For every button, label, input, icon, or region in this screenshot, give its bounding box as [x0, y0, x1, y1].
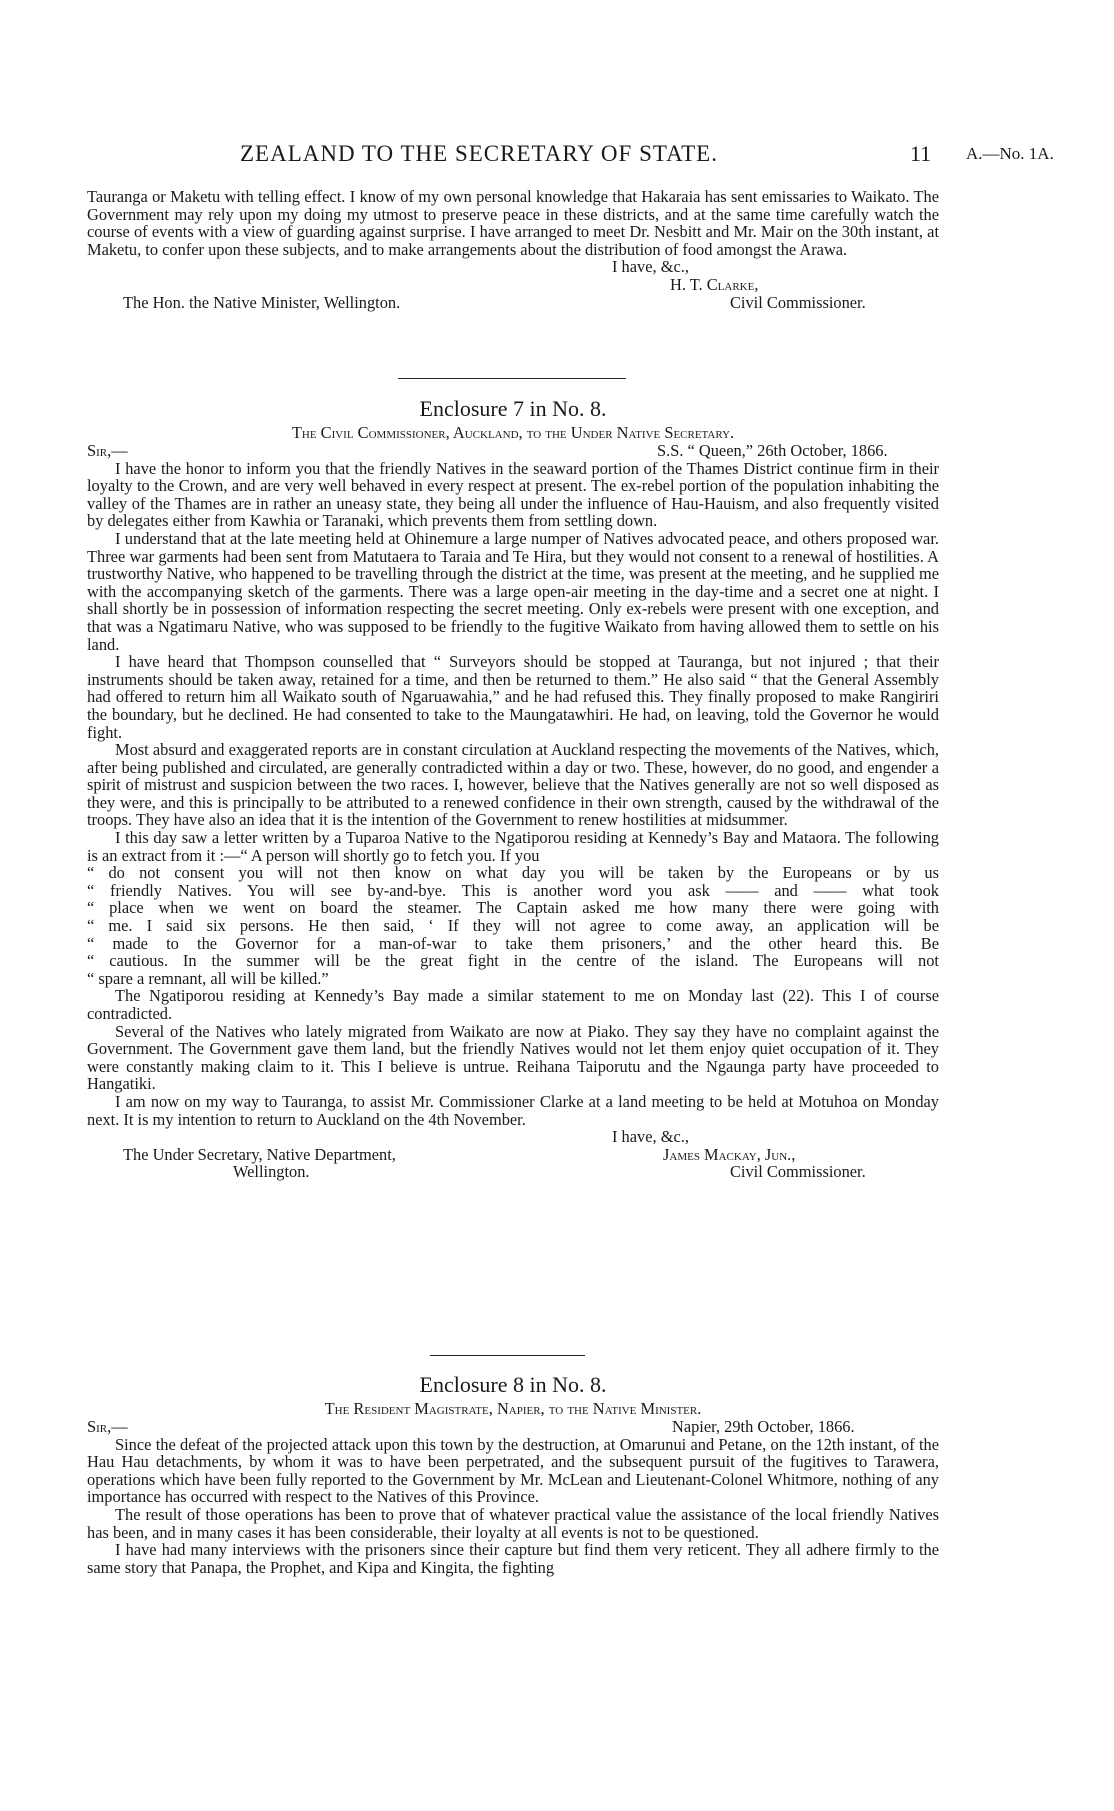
quote-line: “ do not consent you will not then know on what day you will be taken by the Europeans or by us [87, 863, 939, 883]
signature: H. T. Clarke, [670, 274, 759, 294]
divider [430, 1355, 585, 1356]
enclosure-subheading: The Civil Commissioner, Auckland, to the Under Native Secretary. [291, 423, 735, 442]
previous-letter [87, 188, 939, 311]
salutation: Sir,— [87, 1417, 128, 1436]
page-header [0, 141, 1114, 171]
signature-title: Civil Commissioner. [730, 292, 866, 312]
paragraph: Most absurd and exaggerated reports are in constant circulation at Auckland respecting the movements of the Natives, which, after being published and circulated, are generally contradicted within a day or two. These, however, do no good, and engender a spirit of mistrust and suspicion between the two races. I, however, believe that the Natives generally are not so well disposed as they were, and this is principally to be attributed to a renewed confidence in their own strength, caused by the withdrawal of the troops. They have also an idea that it is the intention of the Government to renew hostilities at midsummer. [87, 740, 939, 830]
enclosure-8 [87, 1372, 939, 1576]
paragraph: I this day saw a letter written by a Tuparoa Native to the Ngatiporou residing at Kennedy’s Bay and Mataora. The following is an extract from it :—“ A person will shortly go to fetch you. If you [87, 828, 939, 865]
enclosure-subheading: The Resident Magistrate, Napier, to the Native Minister. [324, 1399, 702, 1418]
addressee: The Under Secretary, Native Department, [123, 1144, 396, 1164]
quoted-extract [87, 864, 939, 987]
quote-line: “ spare a remnant, all will be killed.” [87, 968, 329, 988]
closing: I have, &c., [612, 257, 689, 277]
paragraph: Since the defeat of the projected attack upon this town by the destruction, at Omarunui and Petane, on the 12th instant, of the Hau Hau detachments, by whom it was to have been perpetrated, and the subsequent pursuit of the fugitives to Tarawera, operations which have been fully reported to the Government by Mr. McLean and Lieutenant-Colonel Whitmore, nothing of any importance has occurred with respect to the Natives of this Province. [87, 1434, 939, 1507]
quote-line: “ me. I said six persons. He then said, ‘ If they will not agree to come away, an application will be [87, 916, 939, 936]
page-number: 11 [910, 141, 932, 166]
signature: James Mackay, Jun., [663, 1144, 796, 1164]
enclosure-heading: Enclosure 8 in No. 8. [419, 1372, 607, 1397]
dateline: Napier, 29th October, 1866. [672, 1417, 855, 1436]
quote-line: “ friendly Natives. You will see by-and-bye. This is another word you ask —— and —— what took [87, 880, 939, 900]
paragraph: I understand that at the late meeting held at Ohinemure a large numper of Natives advocated peace, and others proposed war. Three war garments had been sent from Matutaera to Taraia and Te Hira, but they would not consent to a renewal of hostilities. A trustworthy Native, who happened to be travelling through the district at the time, was present at the meeting, and he supplied me with the accompanying sketch of the garments. There was a large open-air meeting in the day-time and a secret one at night. I shall shortly be in possession of information respecting the secret meeting. Only ex-rebels were present with one exception, and that was a Ngatimaru Native, who was supposed to be friendly to the fugitive Waikato from having allowed them to settle on his land. [87, 528, 939, 654]
salutation: Sir,— [87, 441, 128, 460]
signature-title: Civil Commissioner. [730, 1162, 866, 1182]
closing: I have, &c., [612, 1127, 689, 1147]
quote-line: “ place when we went on board the steamer. The Captain asked me how many there were going with [87, 898, 939, 918]
paragraph: Tauranga or Maketu with telling effect. I know of my own personal knowledge that Hakaraia has sent emissaries to Waikato. The Government may rely upon my doing my utmost to preserve peace in these districts, and at the same time carefully watch the course of events with a view of guarding against surprise. I have arranged to meet Dr. Nesbitt and Mr. Mair on the 30th instant, at Maketu, to confer upon these subjects, and to make arrangements about the distribution of food amongst the Arawa. [87, 187, 939, 259]
document-reference: A.—No. 1A. [966, 144, 1054, 163]
paragraph: Several of the Natives who lately migrated from Waikato are now at Piako. They say they have no complaint against the Government. The Government gave them land, but the friendly Natives would not let them enjoy quiet occupation of it. They were constantly making claim to it. This I believe is untrue. Reihana Taiporutu and the Ngaunga party have proceeded to Hangatiki. [87, 1021, 939, 1094]
addressee-city: Wellington. [233, 1162, 310, 1182]
quote-line: “ cautious. In the summer will be the great fight in the centre of the island. The Europeans will not [87, 951, 939, 971]
quote-line: “ made to the Governor for a man-of-war to take them prisoners,’ and the other heard this. Be [87, 933, 939, 953]
addressee: The Hon. the Native Minister, Wellington. [123, 292, 401, 312]
divider [398, 378, 626, 379]
enclosure-7 [87, 396, 939, 1181]
paragraph: I have had many interviews with the prisoners since their capture but find them very reticent. They all adhere firmly to the same story that Panapa, the Prophet, and Kipa and Kingita, the fighting [87, 1540, 939, 1577]
running-title: ZEALAND TO THE SECRETARY OF STATE. [240, 141, 718, 166]
paragraph: I have the honor to inform you that the friendly Natives in the seaward portion of the Thames District continue firm in their loyalty to the Crown, and are very well behaved in every respect at present. The ex-rebel portion of the population inhabiting the valley of the Thames are in rather an uneasy state, they being all under the influence of Hau-Hauism, and also frequently visited by delegates either from Kawhia or Taranaki, which prevents them from settling down. [87, 458, 939, 531]
paragraph: I am now on my way to Tauranga, to assist Mr. Commissioner Clarke at a land meeting to be held at Motuhoa on Monday next. It is my intention to return to Auckland on the 4th November. [87, 1091, 939, 1129]
enclosure-heading: Enclosure 7 in No. 8. [419, 396, 607, 421]
paragraph: I have heard that Thompson counselled that “ Surveyors should be stopped at Tauranga, but not injured ; that their instruments should be taken away, retained for a time, and then be returned to them.” He also said “ that the General Assembly had offered to return him all Waikato south of Ngaruawahia,” and he had refused this. They finally proposed to make Rangiriri the boundary, but he declined. He had consented to take to the Maungatawhiri. He had, on leaving, told the Governor he would fight. [87, 652, 939, 742]
dateline: S.S. “ Queen,” 26th October, 1866. [657, 441, 888, 460]
paragraph: The Ngatiporou residing at Kennedy’s Bay made a similar statement to me on Monday last (22). This I of course contradicted. [87, 986, 939, 1023]
paragraph: The result of those operations has been to prove that of whatever practical value the assistance of the local friendly Natives has been, and in many cases it has been considerable, their loyalty at all events is not to be questioned. [87, 1504, 939, 1542]
